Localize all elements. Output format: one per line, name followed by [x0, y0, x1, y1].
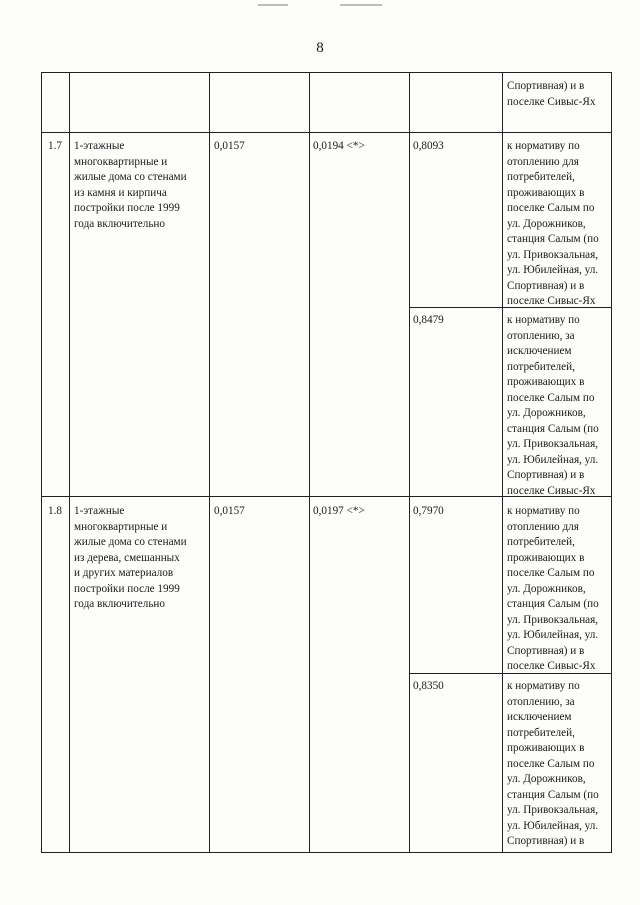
coefficient-cell: 0,7970 [413, 505, 444, 517]
tariff-table [41, 72, 612, 853]
note-cell: к нормативу по отоплению, за исключением потребителей, проживающих в поселке Салым по ул. Дорожников, станция Салым (по ул. Привокзальная, ул. Юбилейная, ул. Спортивная) и в [507, 680, 599, 847]
value-cell: 0,0194 <*> [313, 140, 365, 152]
note-cell: к нормативу по отоплению для потребителей, проживающих в поселке Салым по ул. Дорожников, станция Салым (по ул. Привокзальная, ул. Юбилейная, ул. Спортивная) и в поселке Сивыс-Ях [507, 505, 599, 672]
column-divider [309, 73, 310, 852]
note-cell: Спортивная) и в поселке Сивыс-Ях [507, 80, 596, 108]
value-cell: 0,0157 [214, 140, 245, 152]
column-divider [409, 73, 410, 852]
value-cell: 0,0157 [214, 505, 245, 517]
column-divider [502, 73, 503, 852]
column-divider [69, 73, 70, 852]
value-cell: 0,0197 <*> [313, 505, 365, 517]
note-cell: к нормативу по отоплению для потребителей, проживающих в поселке Салым по ул. Дорожников, станция Салым (по ул. Привокзальная, ул. Юбилейная, ул. Спортивная) и в поселке Сивыс-Ях [507, 140, 599, 307]
row-number: 1.8 [48, 505, 62, 517]
page-number: 8 [316, 40, 324, 56]
row-number: 1.7 [48, 140, 62, 152]
building-description: 1-этажные многоквартирные и жилые дома со стенами из камня и кирпича постройки после 1999 года включительно [74, 140, 187, 230]
coefficient-cell: 0,8093 [413, 140, 444, 152]
coefficient-cell: 0,8350 [413, 680, 444, 692]
row-divider [42, 132, 611, 133]
coefficient-cell: 0,8479 [413, 314, 444, 326]
building-description: 1-этажные многоквартирные и жилые дома со стенами из дерева, смешанных и других материалов постройки после 1999 года включительно [74, 505, 187, 610]
column-divider [209, 73, 210, 852]
note-cell: к нормативу по отоплению, за исключением потребителей, проживающих в поселке Салым по ул. Дорожников, станция Салым (по ул. Привокзальная, ул. Юбилейная, ул. Спортивная) и в поселке Сивыс-Ях [507, 314, 599, 497]
scan-artifact [258, 4, 288, 6]
scan-artifact [340, 4, 382, 6]
